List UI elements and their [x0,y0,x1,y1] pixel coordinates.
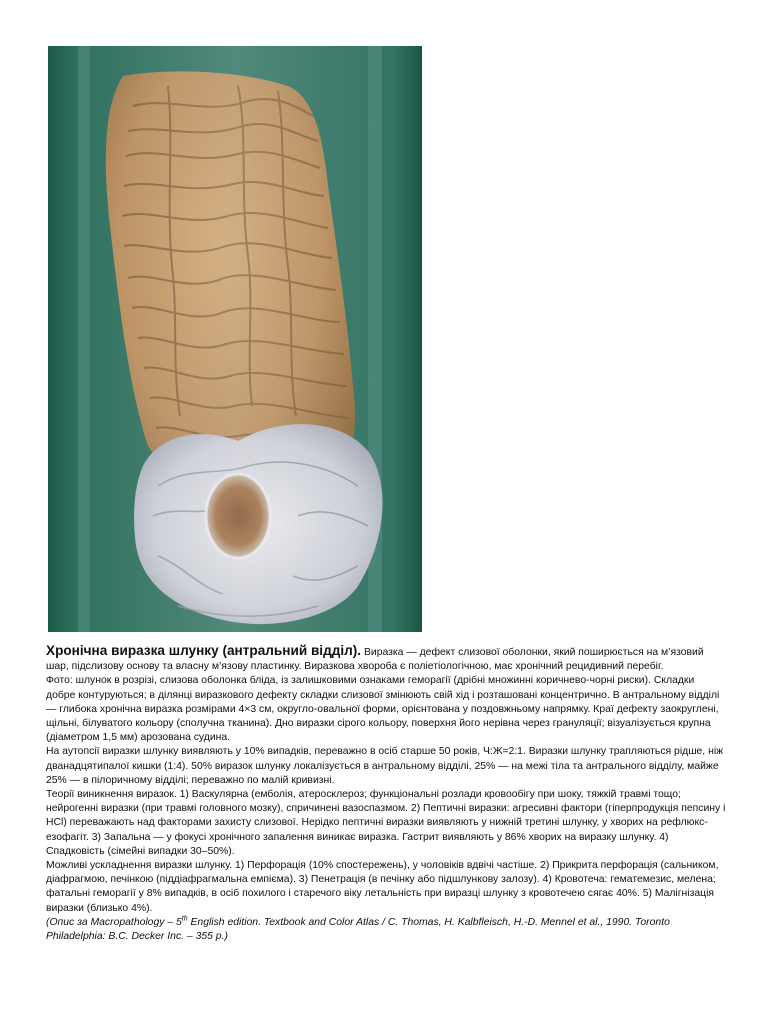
description-text [46,644,726,944]
epidemiology-paragraph: На аутопсії виразки шлунку виявляють у 10% випадків, переважно в осіб старше 50 років, Ч:Ж=2:1. Виразки шлунку трапляються рідше, ніж дванадцятипалої кишки (1:4). 50% виразок шлунку локалізується в антральному відділі, 25% — на межі тіла та антрального відділу, майже 25% — в пілоричному відділі; переважно по малій кривизні. [46,746,724,786]
glass-reflection [48,46,422,632]
theories-paragraph: Теорії виникнення виразок. 1) Васкулярна (емболія, атеросклероз; функціональні розлади кровообігу при шоку, тяжкій травмі тощо; нейрогенні виразки (при травмі головного мозку), спричинені вазоспазмом. 2) Пептичні виразки: агресивні фактори (гіперпродукція пепсину і HCl) переважають над факторами захисту слизової. Нерідко пептичні виразки виявляють у нижній третині шлунку, у хворих на рефлюкс-езофагіт. 3) Запальна — у фокусі хронічного запалення виникає виразка. Гастрит виявляють у 86% хворих на виразку шлунку. 4) Спадковість (сімейні випадки 30–50%). [46,789,726,857]
specimen-photo-icon [48,46,422,632]
citation-part-b: English edition. Textbook and Color Atlas / C. Thomas, H. Kalbfleisch, H.-D. Mennel et al., 1990. Toronto Philadelphia: B.C. Decker Inc. – 355 р.) [46,916,670,943]
specimen-photo [48,46,422,632]
citation-part-a: (Опис за Macropathology – 5 [46,916,182,928]
page-title: Хронічна виразка шлунку (антральний відділ). [46,643,362,658]
citation-superscript: th [181,915,188,923]
photo-description: Фото: шлунок в розрізі, слизова оболонка бліда, із залишковими ознаками геморагії (дрібні множинні коричнево-чорні риски). Складки добре контуруються; в ділянці виразкового дефекту складки слизової змінюють свій хід і розташовані концентрично. В антральному відділі — глибока хронічна виразка розмірами 4×3 см, округло-овальної форми, орієнтована у поздовжньому напрямку. Краї дефекту заокруглені, щільні, білуватого кольору (сполучна тканина). Дно виразки сірого кольору, поверхня його нерівна через грануляції; візуалізується крупна (діаметром 1,5 мм) арозована судина. [46,675,720,744]
citation [46,916,726,944]
complications-paragraph: Можливі ускладнення виразки шлунку. 1) Перфорація (10% спостережень), у чоловіків вдвічі частіше. 2) Прикрита перфорація (сальником, діафрагмою, печінкою (піддіафрагмальна емпієма). 3) Пенетрація (в печінку або підшлункову залозу). 4) Кровотеча: гематемезис, мелена; фатальні геморагії у 8% випадків, в осіб похилого і старечого віку летальність при виразці шлунку з кровотечею сягає 40%. 5) Малігнізація виразки (близько 4%). [46,860,719,914]
intro-paragraph [46,644,726,674]
intro-text: Виразка — дефект слизової оболонки, який поширюється на м’язовий шар, підслизову основу та власну м’язову пластинку. Виразкова хвороба є поліетіологічною, має хронічний рецидивний перебіг. [46,647,704,673]
